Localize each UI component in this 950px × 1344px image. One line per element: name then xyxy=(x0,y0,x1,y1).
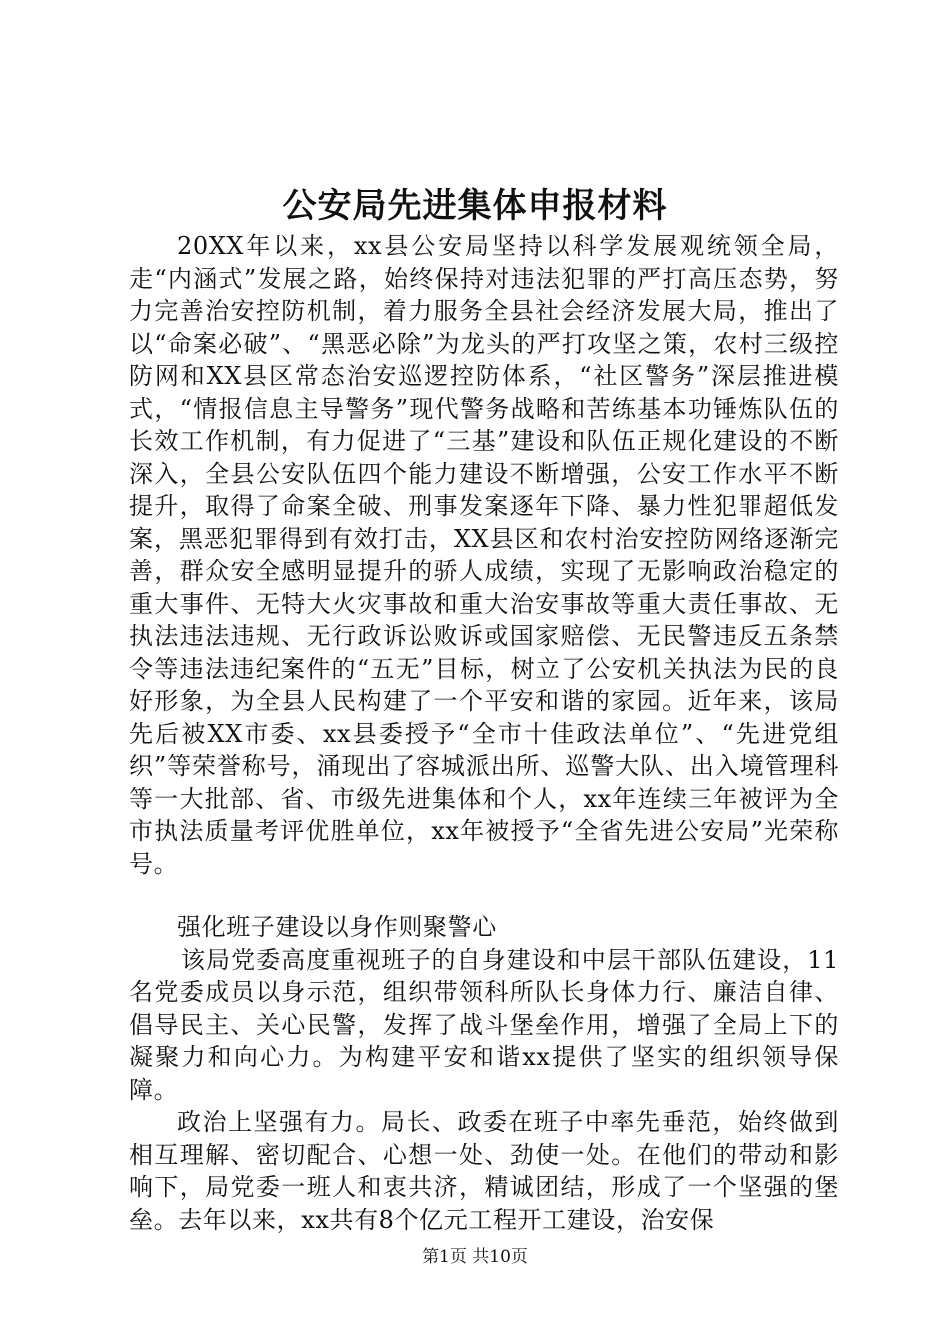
intro-paragraph: 20XX年以来，xx县公安局坚持以科学发展观统领全局，走“内涵式”发展之路，始终保持对违法犯罪的严打高压态势，努力完善治安控防机制，着力服务全县社会经济发展大局，推出了以“命案必破”、“黑恶必除”为龙头的严打攻坚之策，农村三级控防网和XX县区常态治安巡逻控防体系，“社区警务”深层推进模式，“情报信息主导警务”现代警务战略和苦练基本功锤炼队伍的长效工作机制，有力促进了“三基”建设和队伍正规化建设的不断深入，全县公安队伍四个能力建设不断增强，公安工作水平不断提升，取得了命案全破、刑事发案逐年下降、暴力性犯罪超低发案，黑恶犯罪得到有效打击，XX县区和农村治安控防网络逐渐完善，群众安全感明显提升的骄人成绩，实现了无影响政治稳定的重大事件、无特大火灾事故和重大治安事故等重大责任事故、无执法违法违规、无行政诉讼败诉或国家赔偿、无民警违反五条禁令等违法违纪案件的“五无”目标，树立了公安机关执法为民的良好形象，为全县人民构建了一个平安和谐的家园。近年来，该局先后被XX市委、xx县委授予“全市十佳政法单位”、“先进党组织”等荣誉称号，涌现出了容城派出所、巡警大队、出入境管理科等一大批部、省、市级先进集体和个人，xx年连续三年被评为全市执法质量考评优胜单位，xx年被授予“全省先进公安局”光荣称号。 xyxy=(129,232,839,878)
page-footer: 第1页 共10页 xyxy=(422,1247,528,1267)
document-body xyxy=(129,230,839,1236)
body-paragraph-2: 该局党委高度重视班子的自身建设和中层干部队伍建设，11名党委成员以身示范，组织带领科所队长身体力行、廉洁自律、倡导民主、关心民警，发挥了战斗堡垒作用，增强了全局上下的凝聚力和向心力。为构建平安和谐xx提供了坚实的组织领导保障。 xyxy=(129,945,839,1104)
body-paragraph-3: 政治上坚强有力。局长、政委在班子中率先垂范，始终做到相互理解、密切配合、心想一处、劲使一处。在他们的带动和影响下，局党委一班人和衷共济，精诚团结，形成了一个坚强的堡垒。去年以来，xx共有8个亿元工程开工建设，治安保 xyxy=(129,1108,839,1234)
document-title: 公安局先进集体申报材料 xyxy=(282,186,668,226)
section-heading: 强化班子建设以身作则聚警心 xyxy=(177,913,497,941)
